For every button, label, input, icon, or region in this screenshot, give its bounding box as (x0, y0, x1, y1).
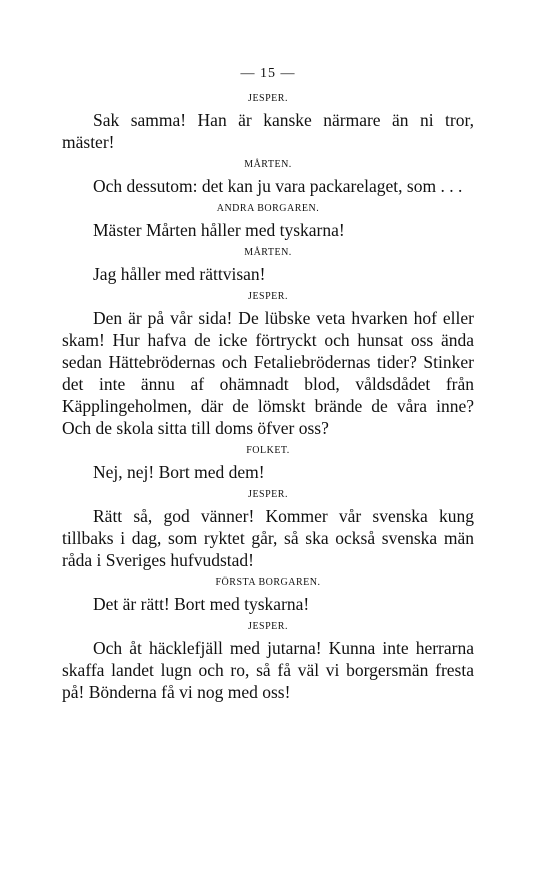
speaker-name: FOLKET. (246, 445, 290, 456)
dialogue-entry (62, 92, 474, 153)
speaker-name: JESPER. (248, 93, 288, 104)
speaker-name: JESPER. (248, 291, 288, 302)
book-page (62, 64, 474, 708)
dialogue-entry (62, 202, 474, 241)
dialogue-line: Det är rätt! Bort med tyskarna! (93, 594, 310, 614)
dialogue-line: Jag håller med rättvisan! (93, 264, 266, 284)
speaker-name: JESPER. (248, 489, 288, 500)
dialogue-line: Nej, nej! Bort med dem! (93, 462, 265, 482)
page-number: — 15 — (240, 66, 296, 81)
dialogue-line: Och dessutom: det kan ju vara packarelaget, som . . . (93, 176, 463, 196)
dialogue-line: Den är på vår sida! De lübske veta hvarken hof eller skam! Hur hafva de icke förtryckt och hunsat oss ända sedan Hättebrödernas och Fetaliebrödernas tider? Stinker det inte ännu af ohämnadt blod, våldsdådet från Käpplingeholmen, där de lömskt brände de våra inne? Och de skola sitta till doms öfver oss? (62, 308, 474, 438)
dialogue-line: Rätt så, god vänner! Kommer vår svenska kung tillbaks i dag, som ryktet går, så ska också svenska män råda i Sveriges hufvudstad! (62, 506, 474, 570)
dialogue-entry (62, 620, 474, 703)
speaker-name: ANDRA BORGAREN. (216, 203, 320, 214)
dialogue-entry (62, 158, 474, 197)
dialogue-line: Mäster Mårten håller med tyskarna! (93, 220, 345, 240)
dialogue-entry (62, 576, 474, 615)
speaker-name: JESPER. (248, 621, 288, 632)
dialogue-line: Och åt häcklefjäll med jutarna! Kunna inte herrarna skaffa landet lugn och ro, så få väl vi borgersmän fresta på! Bönderna få vi nog med oss! (62, 638, 474, 702)
speaker-name: MÅRTEN. (244, 159, 292, 170)
dialogue-entry (62, 444, 474, 483)
dialogue-entry (62, 488, 474, 571)
speaker-name: FÖRSTA BORGAREN. (215, 577, 321, 588)
dialogue-entry (62, 290, 474, 439)
dialogue-entry (62, 246, 474, 285)
dialogue-line: Sak samma! Han är kanske närmare än ni tror, mäster! (62, 110, 474, 152)
speaker-name: MÅRTEN. (244, 247, 292, 258)
